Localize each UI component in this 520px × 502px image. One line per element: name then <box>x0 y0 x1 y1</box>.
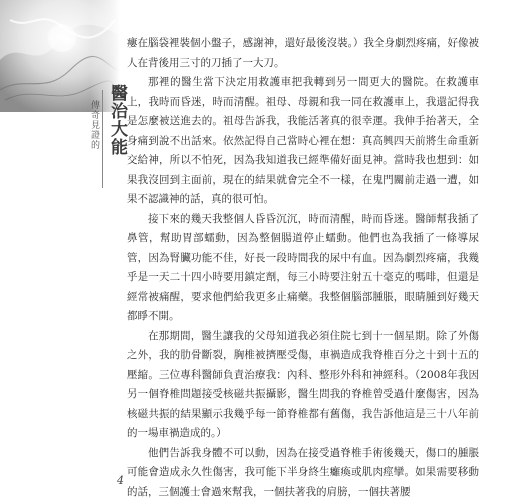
book-title-block <box>77 84 131 196</box>
paragraph: 在那期間，醫生讓我的父母知道我必須住院七到十一個星期。除了外傷之外，我的肋骨斷裂，胸椎被擠壓受傷，車禍造成我脊椎百分之十到十五的壓縮。三位專科醫師負責治療我：內科、整形外科和神經科。（2008年我因另一個脊椎問題接受核磁共振攝影，醫生問我的脊椎曾受過什麼傷害，因為核磁共振的結果顯示我幾乎每一節脊椎都有舊傷，我告訴他這是三十八年前的一場車禍造成的。） <box>127 327 479 444</box>
paragraph: 他們告訴我身體不可以動，因為在接受過脊椎手術後幾天，傷口的腫脹可能會造成永久性傷害，我可能下半身終生癱瘓或肌肉痙攣。如果需要移動的話，三個護士會過來幫我，一個扶著我的肩膀，一個扶著腰 <box>127 444 479 502</box>
paragraph: 瘻在腦袋裡裝個小盤子，感謝神，還好最後沒裝。）我全身劇烈疼痛，好像被人在背後用三寸的刀插了一大刀。 <box>127 34 479 73</box>
page-number: 4 <box>117 474 124 487</box>
body-text <box>127 34 479 502</box>
title-divider <box>102 90 103 188</box>
paragraph: 那裡的醫生當下決定用救護車把我轉到另一間更大的醫院。在救護車上，我時而昏迷，時而清醒。祖母、母親和我一同在救護車上，我還記得我是怎麼被送進去的。祖母告訴我，我能活著真的很幸運。我伸手抬著天，全身痛到說不出話來。依然記得自己當時心裡在想：真高興四天前將生命重新交給神，所以不怕死，因為我知道我已經準備好面見神。當時我也想到：如果我沒回到主面前，現在的結果就會完全不一樣，在鬼門關前走過一遭，如果不認識神的話，真的很可怕。 <box>127 73 479 210</box>
book-title: 醫治大能 <box>105 84 130 156</box>
book-subtitle: 傳奇見證的 <box>88 100 101 150</box>
paragraph: 接下來的幾天我整個人昏昏沉沉，時而清醒，時而昏迷。醫師幫我插了鼻管，幫助胃部蠕動，因為整個腸道停止蠕動。他們也為我插了一條導尿管，因為腎臟功能不佳，好長一段時間我的尿中有血。因為劇烈疼痛，我幾乎是一天二十四小時要用鎮定劑，每三小時要注射五十毫克的嗎啡，但還是經常被痛醒，要求他們給我更多止痛藥。我整個腦部腫脹，眼睛腫到好幾天都睜不開。 <box>127 210 479 327</box>
